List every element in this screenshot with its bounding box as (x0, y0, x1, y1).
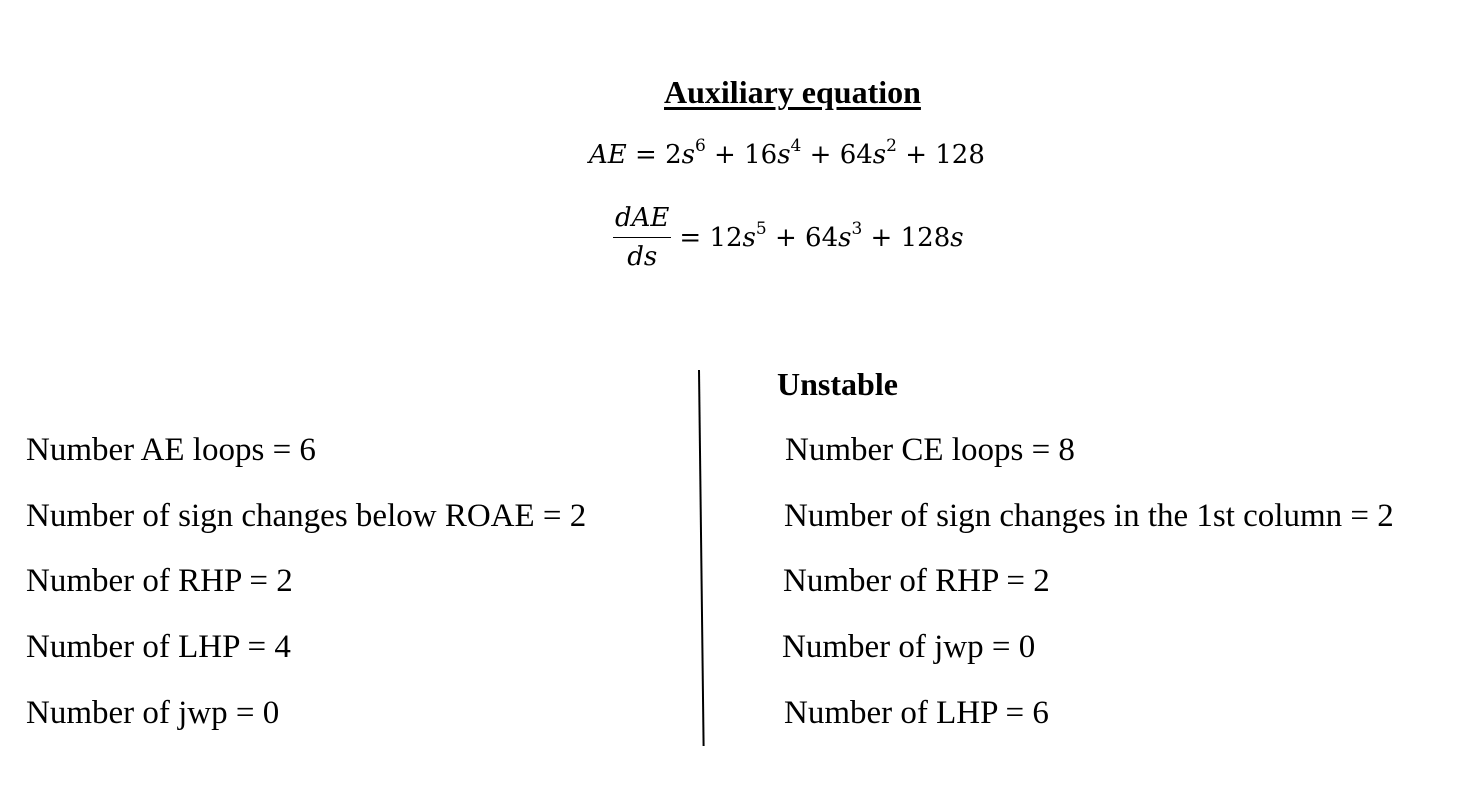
ae-term-1-exp: 6 (694, 136, 706, 156)
dae-term-2-var: s (838, 222, 852, 253)
ae-term-2-coef: + 16 (705, 140, 778, 170)
left-item-ae-loops: Number AE loops = 6 (26, 432, 316, 468)
left-item-lhp: Number of LHP = 4 (26, 629, 291, 665)
ae-term-1-var: s (681, 140, 695, 170)
right-item-sign-changes: Number of sign changes in the 1st column = 2 (784, 498, 1394, 534)
dae-term-1-var: s (742, 222, 756, 253)
right-item-rhp: Number of RHP = 2 (783, 563, 1050, 599)
ae-term-3-exp: 2 (886, 136, 897, 156)
right-item-lhp: Number of LHP = 6 (784, 695, 1049, 731)
fraction-numerator: dAE (613, 203, 671, 238)
right-item-ce-loops: Number CE loops = 8 (785, 432, 1075, 468)
stability-heading: Unstable (777, 366, 898, 402)
dae-term-3-var: s (950, 222, 964, 253)
fraction-denominator: ds (627, 242, 658, 272)
dae-term-2-coef: + 64 (766, 222, 839, 253)
ae-lhs: AE (589, 140, 627, 170)
ae-term-2-var: s (777, 140, 791, 170)
left-item-sign-changes: Number of sign changes below ROAE = 2 (26, 498, 587, 534)
ae-term-3-coef: + 64 (801, 140, 873, 170)
ae-term-4-const: + 128 (896, 140, 985, 170)
ae-term-2-exp: 4 (790, 136, 802, 156)
ae-term-1-coef: = 2 (635, 140, 682, 170)
derivative-fraction (613, 203, 671, 272)
dae-term-1-coef: = 12 (679, 222, 743, 253)
derivative-equation (613, 203, 964, 272)
column-divider (698, 370, 705, 746)
section-title: Auxiliary equation (664, 74, 921, 110)
left-item-jwp: Number of jwp = 0 (26, 695, 280, 731)
ae-term-3-var: s (872, 140, 887, 170)
dae-term-1-exp: 5 (755, 218, 767, 239)
left-item-rhp: Number of RHP = 2 (26, 563, 293, 599)
auxiliary-equation (589, 136, 985, 170)
right-item-jwp: Number of jwp = 0 (782, 629, 1036, 665)
derivative-rhs (679, 218, 964, 253)
dae-term-3-coef: + 128 (862, 222, 951, 253)
dae-term-2-exp: 3 (851, 218, 863, 239)
